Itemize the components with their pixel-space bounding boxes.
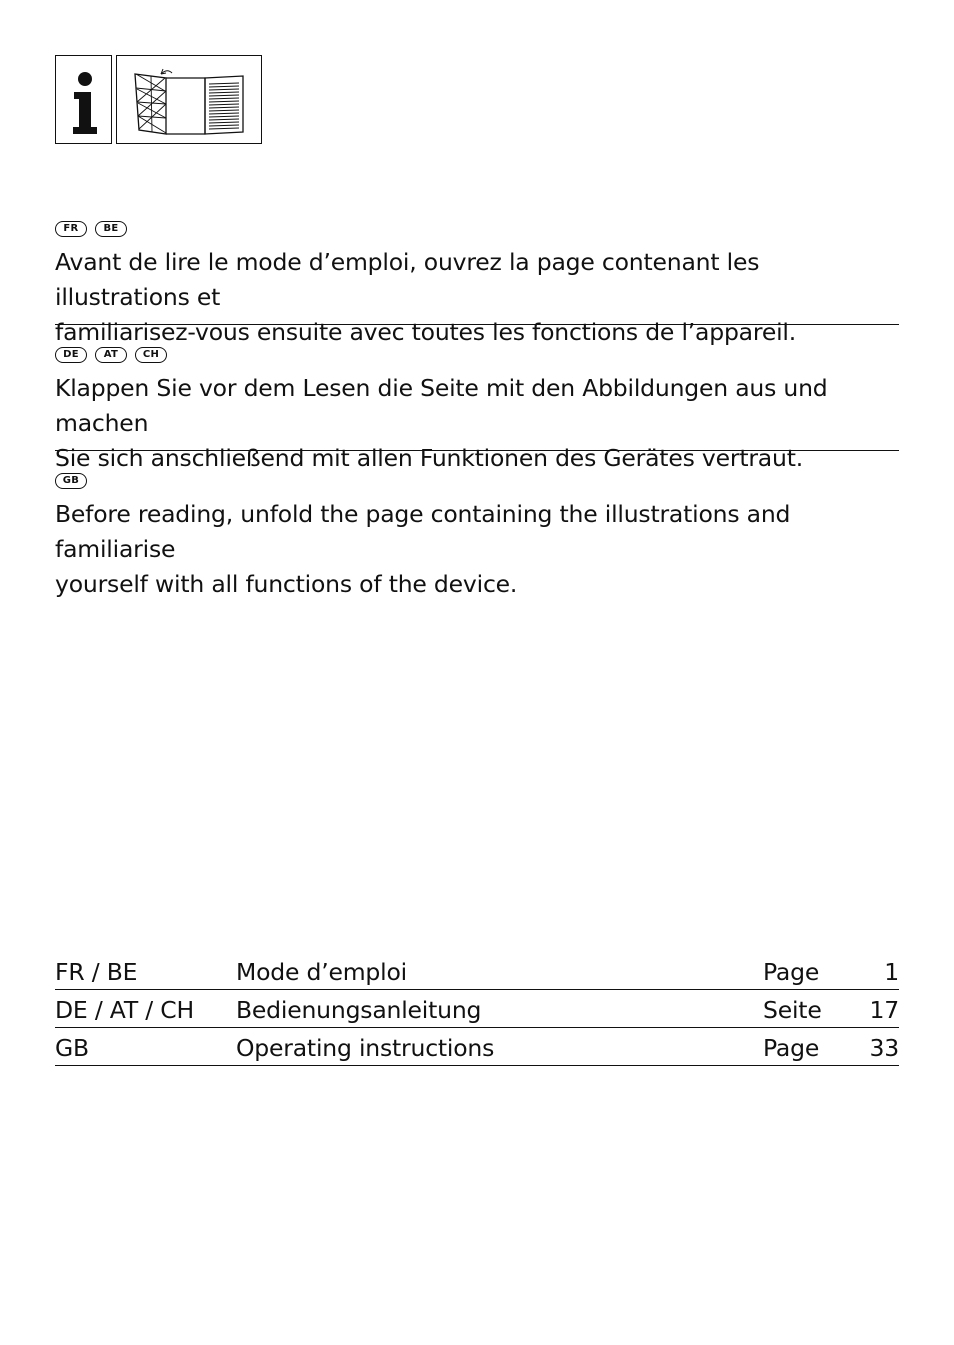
country-badge: DE (55, 347, 87, 363)
toc-language: GB (55, 1034, 89, 1062)
toc-title: Mode d’emploi (236, 958, 407, 986)
divider (55, 450, 899, 451)
section-de-at-ch (55, 345, 899, 476)
country-badges (55, 345, 899, 365)
toc-page-word: Page (763, 1034, 820, 1062)
toc-page-word: Seite (763, 996, 822, 1024)
instruction-text (55, 245, 899, 350)
country-badges (55, 471, 899, 491)
table-of-contents (55, 952, 899, 1066)
toc-row[interactable] (55, 1028, 899, 1066)
info-icon (55, 55, 112, 144)
country-badge: GB (55, 473, 87, 489)
toc-row[interactable] (55, 990, 899, 1028)
toc-title: Operating instructions (236, 1034, 495, 1062)
text-line: familiarisez-vous ensuite avec toutes les fonctions de l’appareil. (55, 318, 797, 346)
text-line: yourself with all functions of the device. (55, 570, 518, 598)
fold-out-page-icon (116, 55, 262, 144)
country-badge: AT (95, 347, 127, 363)
toc-language: DE / AT / CH (55, 996, 194, 1024)
country-badge: BE (95, 221, 127, 237)
toc-page-word: Page (763, 958, 820, 986)
toc-title: Bedienungsanleitung (236, 996, 482, 1024)
text-line: Before reading, unfold the page containing the illustrations and familiarise (55, 500, 791, 563)
instruction-text (55, 497, 899, 602)
country-badge: FR (55, 221, 87, 237)
toc-page-number: 33 (869, 1034, 899, 1062)
divider (55, 324, 899, 325)
instruction-text (55, 371, 899, 476)
section-gb (55, 471, 899, 602)
toc-language: FR / BE (55, 958, 138, 986)
toc-page-number: 17 (869, 996, 899, 1024)
section-fr-be (55, 219, 899, 350)
text-line: Avant de lire le mode d’emploi, ouvrez la page contenant les illustrations et (55, 248, 760, 311)
text-line: Klappen Sie vor dem Lesen die Seite mit den Abbildungen aus und machen (55, 374, 828, 437)
country-badge: CH (135, 347, 167, 363)
text-line: Sie sich anschließend mit allen Funktionen des Gerätes vertraut. (55, 444, 803, 472)
country-badges (55, 219, 899, 239)
toc-page-number: 1 (884, 958, 899, 986)
toc-row[interactable] (55, 952, 899, 990)
